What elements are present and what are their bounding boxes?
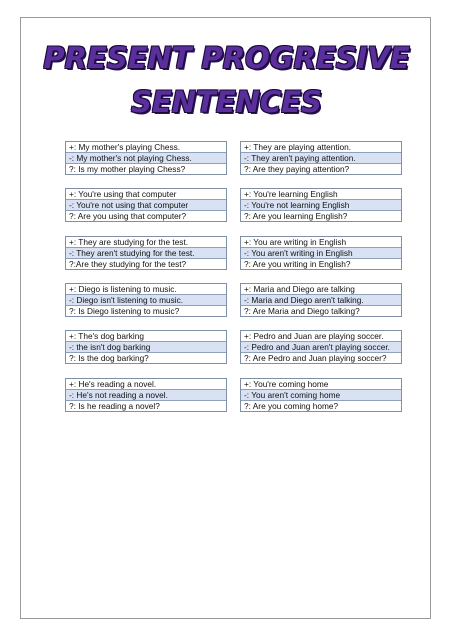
negative-sentence: -: Maria and Diego aren't talking. <box>241 295 401 306</box>
positive-sentence: +: Pedro and Juan are playing soccer. <box>241 331 401 342</box>
sentence-box <box>65 188 227 222</box>
positive-sentence: +: My mother's playing Chess. <box>66 142 226 153</box>
sentence-box <box>65 330 227 364</box>
page-subtitle: SENTENCES <box>131 85 322 119</box>
positive-sentence: +: He's reading a novel. <box>66 379 226 390</box>
positive-sentence: +: Diego is listening to music. <box>66 284 226 295</box>
question-sentence: ?:Are they studying for the test? <box>69 259 187 269</box>
negative-sentence: -: My mother's not playing Chess. <box>66 153 226 164</box>
question-sentence: ?: Are you using that computer? <box>69 211 187 221</box>
sentence-box <box>240 236 402 270</box>
negative-sentence: -: Diego isn't listening to music. <box>66 295 226 306</box>
positive-sentence: +: You're using that computer <box>66 189 226 200</box>
negative-sentence: -: Pedro and Juan aren't playing soccer. <box>241 342 401 353</box>
question-sentence: ?: Are Maria and Diego talking? <box>244 306 360 316</box>
question-sentence: ?: Is my mother playing Chess? <box>69 164 186 174</box>
positive-sentence: +: You're coming home <box>241 379 401 390</box>
question-sentence: ?: Are Pedro and Juan playing soccer? <box>244 353 387 363</box>
question-sentence: ?: Are you coming home? <box>244 401 339 411</box>
negative-sentence: -: You aren't coming home <box>241 390 401 401</box>
sentence-box <box>240 330 402 364</box>
negative-sentence: -: You're not using that computer <box>66 200 226 211</box>
question-sentence: ?: Are they paying attention? <box>244 164 350 174</box>
negative-sentence: -: You're not learning English <box>241 200 401 211</box>
positive-sentence: +: You are writing in English <box>241 237 401 248</box>
sentence-box <box>65 378 227 412</box>
question-sentence: ?: Is the dog barking? <box>69 353 149 363</box>
positive-sentence: +: They are studying for the test. <box>66 237 226 248</box>
positive-sentence: +: They are playing attention. <box>241 142 401 153</box>
page-title: PRESENT PROGRESIVE <box>43 41 410 75</box>
sentence-box <box>65 236 227 270</box>
negative-sentence: -: They aren't studying for the test. <box>66 248 226 259</box>
positive-sentence: +: The's dog barking <box>66 331 226 342</box>
negative-sentence: -: They aren't paying attention. <box>241 153 401 164</box>
positive-sentence: +: You're learning English <box>241 189 401 200</box>
question-sentence: ?: Is Diego listening to music? <box>69 306 180 316</box>
sentence-box <box>65 141 227 175</box>
positive-sentence: +: Maria and Diego are talking <box>241 284 401 295</box>
question-sentence: ?: Is he reading a novel? <box>69 401 160 411</box>
negative-sentence: -: the isn't dog barking <box>66 342 226 353</box>
sentence-box <box>240 378 402 412</box>
sentence-box <box>65 283 227 317</box>
sentence-box <box>240 188 402 222</box>
sentence-box <box>240 141 402 175</box>
negative-sentence: -: You aren't writing in English <box>241 248 401 259</box>
question-sentence: ?: Are you learning English? <box>244 211 348 221</box>
negative-sentence: -: He's not reading a novel. <box>66 390 226 401</box>
sentence-box <box>240 283 402 317</box>
question-sentence: ?: Are you writing in English? <box>244 259 351 269</box>
